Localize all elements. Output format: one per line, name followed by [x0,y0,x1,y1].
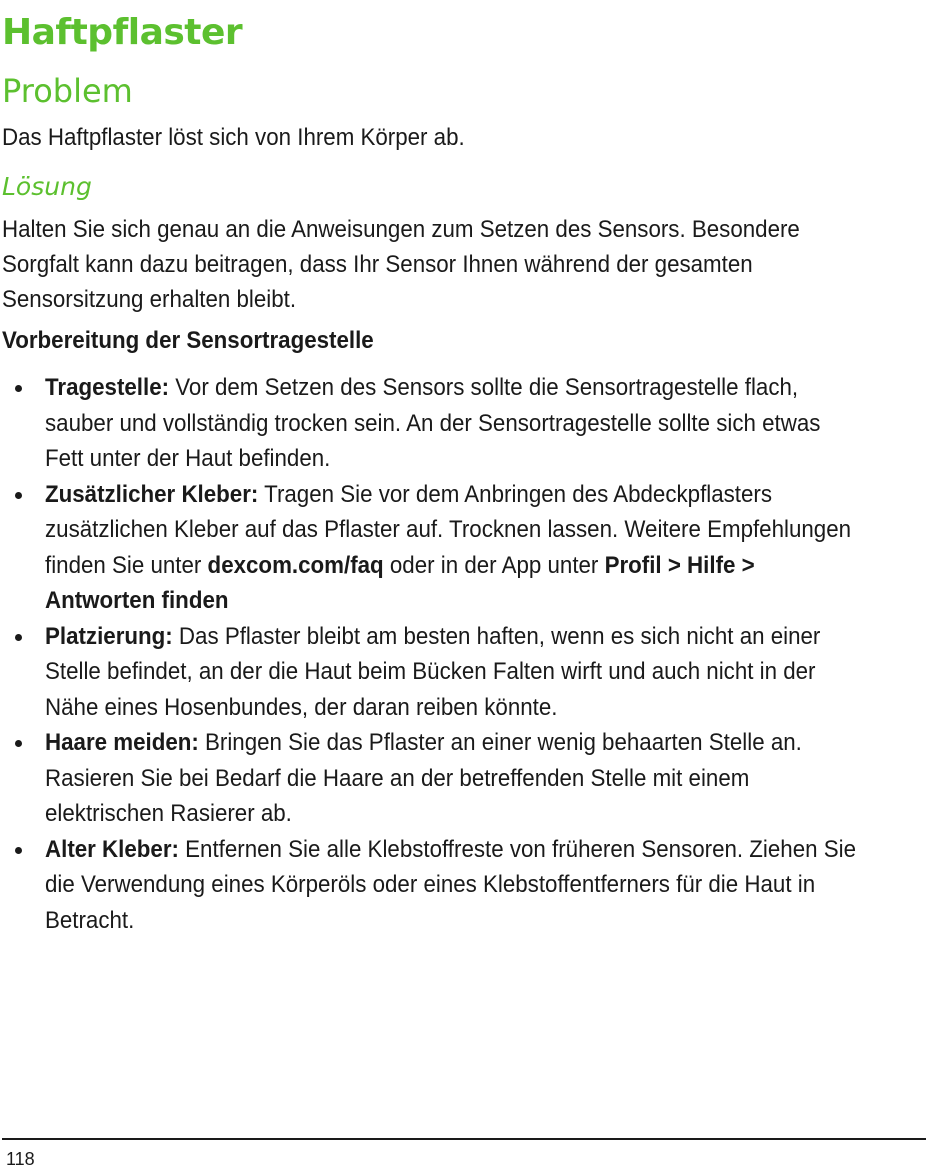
item-text: Das Pflaster bleibt am besten haften, wenn es sich nicht an einer [172,622,821,650]
bullet-icon [15,740,22,747]
list-item [2,477,922,619]
solution-line: Sorgfalt kann dazu beitragen, dass Ihr Sensor Ihnen während der gesamten [2,251,753,278]
item-line [45,583,861,619]
item-label: Zusätzlicher Kleber: [45,480,259,508]
item-line: die Verwendung eines Körperöls oder eines Klebstoffentferners für die Haut in [45,871,816,898]
item-label: Alter Kleber: [45,835,179,863]
item-text: Vor dem Setzen des Sensors sollte die Sensortragestelle flach, [169,374,799,401]
problem-text: Das Haftpflaster löst sich von Ihrem Körper ab. [2,124,465,151]
item-line [45,619,861,655]
item-line [45,477,861,513]
item-label: Platzierung: [45,622,173,650]
solution-heading: Lösung [2,172,92,201]
menu-path: Antworten finden [45,587,229,614]
bullet-icon [15,634,22,641]
prep-heading: Vorbereitung der Sensortragestelle [2,327,374,354]
item-text: Tragen Sie vor dem Anbringen des Abdeckpflasters [258,480,773,508]
item-text: oder in der App unter [383,551,605,579]
prep-list [2,370,922,938]
item-line: Fett unter der Haut befinden. [45,445,331,472]
solution-line: Sensorsitzung erhalten bleibt. [2,286,297,313]
item-line [45,832,861,868]
list-item [2,619,922,726]
menu-path: Profil > Hilfe > [604,551,755,579]
problem-heading: Problem [2,72,133,110]
page-title: Haftpflaster [2,12,243,53]
item-line: Stelle befindet, an der die Haut beim Bücken Falten wirft und auch nicht in der [45,658,816,685]
item-line: Betracht. [45,906,135,934]
bullet-icon [15,385,22,392]
item-text: Bringen Sie das Pflaster an einer wenig behaarten Stelle an. [198,729,802,756]
item-line: elektrischen Rasierer ab. [45,800,292,827]
list-item [2,370,922,477]
page-number: 118 [6,1149,35,1169]
item-line [45,370,861,406]
bullet-icon [15,847,22,854]
list-item [2,725,922,832]
item-line [45,548,861,584]
bullet-icon [15,492,22,499]
solution-text [2,212,912,317]
item-line: zusätzlichen Kleber auf das Pflaster auf. Trocknen lassen. Weitere Empfehlungen [45,516,852,543]
faq-link: dexcom.com/faq [207,551,384,579]
item-line: sauber und vollständig trocken sein. An der Sensortragestelle sollte sich etwas [45,409,821,437]
item-label: Haare meiden: [45,729,199,756]
solution-line: Halten Sie sich genau an die Anweisungen zum Setzen des Sensors. Besondere [2,216,800,243]
item-line: Rasieren Sie bei Bedarf die Haare an der betreffenden Stelle mit einem [45,764,750,792]
footer-divider [2,1138,926,1140]
item-label: Tragestelle: [45,374,170,401]
item-line: Nähe eines Hosenbundes, der daran reiben könnte. [45,693,558,721]
list-item [2,832,922,939]
item-text: finden Sie unter [45,551,208,579]
item-line [45,725,861,761]
item-text: Entfernen Sie alle Klebstoffreste von früheren Sensoren. Ziehen Sie [178,835,857,863]
